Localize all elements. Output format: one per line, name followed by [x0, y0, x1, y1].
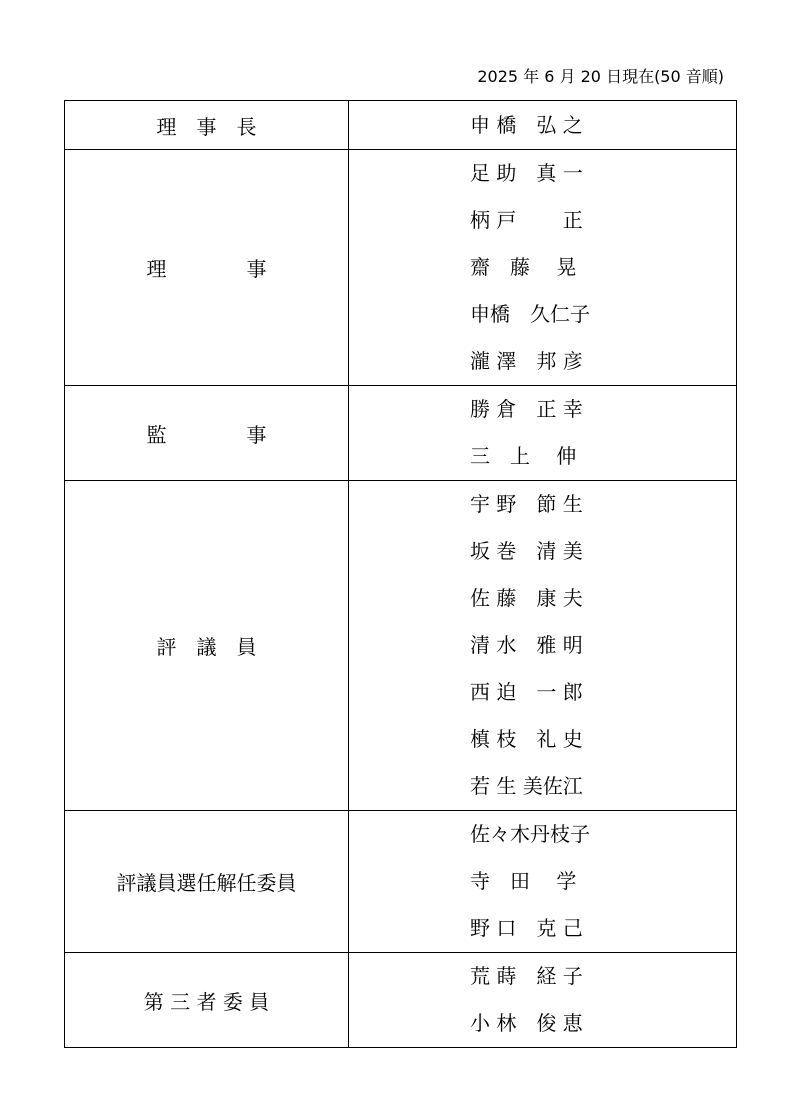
person-name: 足 助 真 一 — [470, 161, 583, 185]
person-name: 申 橋 弘 之 — [470, 113, 583, 137]
person-name: 齋 藤 晃 — [470, 255, 577, 279]
person-name: 若 生 美佐江 — [470, 774, 583, 798]
as-of-date-note: 2025 年 6 月 20 日現在(50 音順) — [477, 67, 724, 86]
role-councilors: 評 議 員 — [65, 481, 349, 811]
person-name: 槙 枝 礼 史 — [470, 727, 583, 751]
officer-roster-table — [64, 100, 737, 1048]
table-row-auditors — [65, 386, 737, 481]
person-name: 坂 巻 清 美 — [470, 539, 583, 563]
role-chairman: 理 事 長 — [65, 101, 349, 150]
person-name: 野 口 克 己 — [470, 916, 583, 940]
role-third-party-committee: 第 三 者 委 員 — [65, 953, 349, 1048]
names-councilors — [349, 481, 737, 811]
person-name: 三 上 伸 — [470, 444, 577, 468]
person-name: 柄 戸 正 — [470, 208, 583, 232]
table-row-chairman — [65, 101, 737, 150]
person-name: 佐 藤 康 夫 — [470, 586, 583, 610]
table-row-councilor-selection-committee — [65, 811, 737, 953]
table-row-directors — [65, 150, 737, 386]
person-name: 寺 田 学 — [470, 869, 577, 893]
person-name: 西 迫 一 郎 — [470, 680, 583, 704]
role-directors: 理 事 — [65, 150, 349, 386]
person-name: 宇 野 節 生 — [470, 492, 583, 516]
names-directors — [349, 150, 737, 386]
person-name: 荒 蒔 経 子 — [470, 964, 583, 988]
table-row-third-party-committee — [65, 953, 737, 1048]
person-name: 佐々木丹枝子 — [470, 822, 590, 846]
person-name: 清 水 雅 明 — [470, 633, 583, 657]
role-auditors: 監 事 — [65, 386, 349, 481]
person-name: 申橋 久仁子 — [470, 302, 590, 326]
names-chairman — [349, 101, 737, 150]
names-councilor-selection-committee — [349, 811, 737, 953]
person-name: 瀧 澤 邦 彦 — [470, 349, 583, 373]
names-third-party-committee — [349, 953, 737, 1048]
person-name: 勝 倉 正 幸 — [470, 397, 583, 421]
person-name: 小 林 俊 恵 — [470, 1011, 583, 1035]
role-councilor-selection-committee: 評議員選任解任委員 — [65, 811, 349, 953]
table-row-councilors — [65, 481, 737, 811]
names-auditors — [349, 386, 737, 481]
